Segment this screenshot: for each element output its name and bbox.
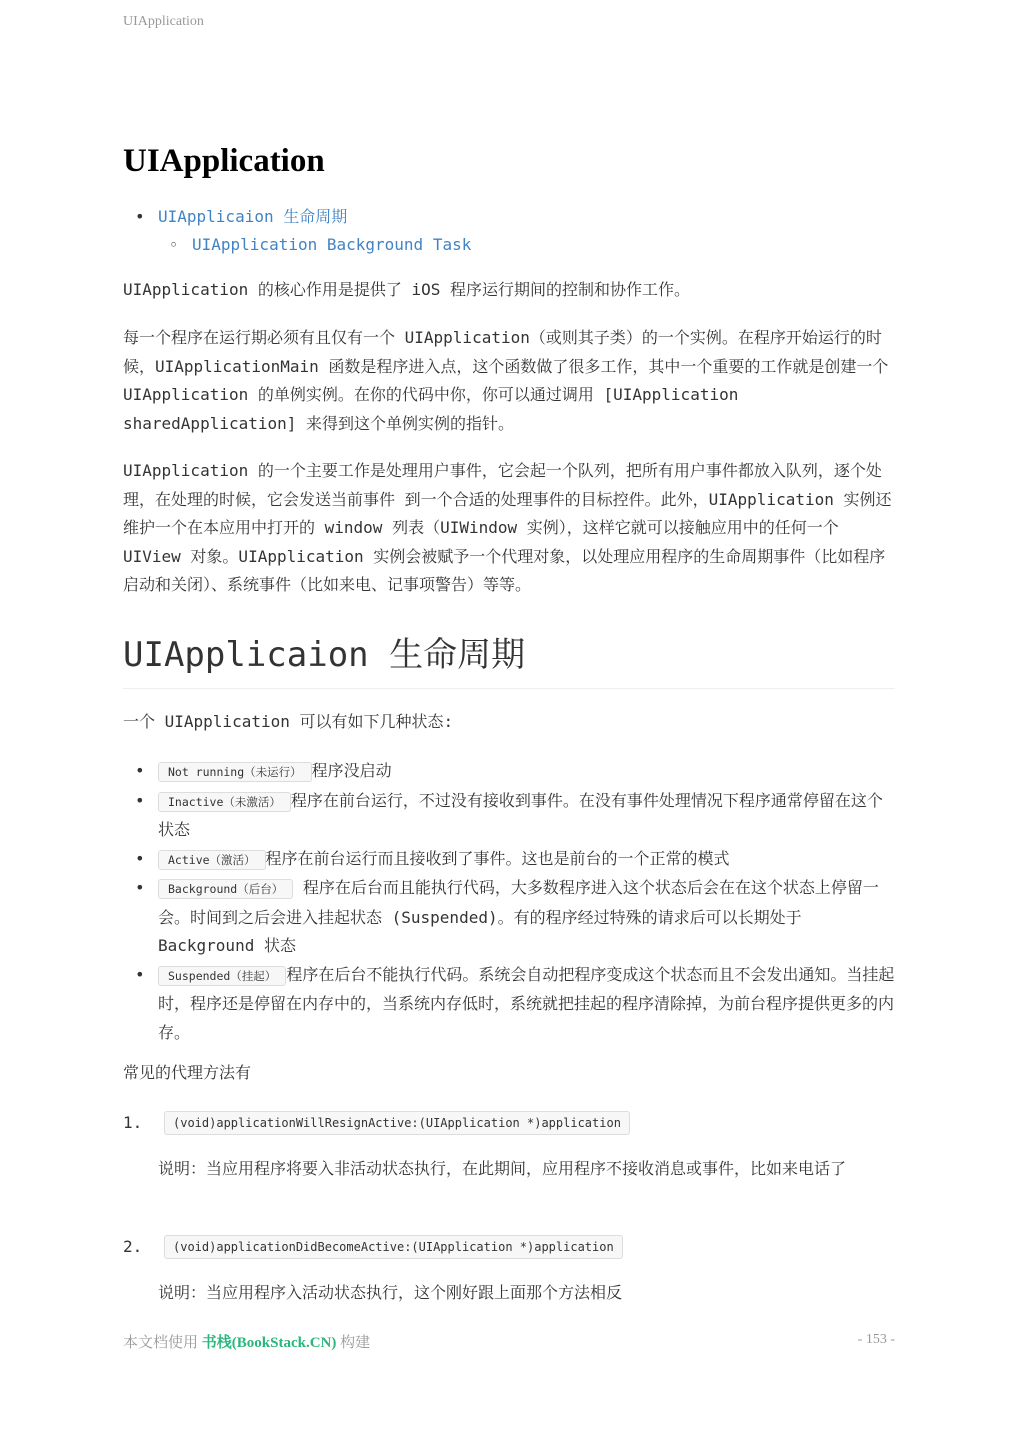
state-description: 程序在前台运行而且接收到了事件。这也是前台的一个正常的模式 [265, 848, 730, 868]
method-number: 2. [123, 1237, 143, 1256]
paragraph-intro: UIApplication 的核心作用是提供了 iOS 程序运行期间的控制和协作工作。 [123, 280, 691, 299]
running-header: UIApplication [123, 14, 204, 29]
method-signature [164, 1235, 623, 1259]
delegate-intro: 常见的代理方法有 [123, 1063, 252, 1082]
method-description: 说明：当应用程序将要入非活动状态执行，在此期间，应用程序不接收消息或事件，比如来电话了 [158, 1159, 847, 1178]
method-description: 说明：当应用程序入活动状态执行，这个刚好跟上面那个方法相反 [158, 1283, 623, 1302]
list-item [123, 787, 895, 845]
toc-link-lifecycle[interactable]: UIApplicaion 生命周期 [158, 207, 348, 226]
state-tag: Inactive（未激活） [158, 792, 291, 812]
footer-prefix: 本文档使用 [123, 1335, 202, 1351]
list-item [123, 961, 895, 1048]
state-tag: Background（后台） [158, 879, 293, 899]
list-item [123, 845, 895, 875]
page-title: UIApplication [123, 143, 325, 179]
state-list [123, 757, 895, 1047]
toc-link-background-task[interactable]: UIApplication Background Task [192, 235, 472, 254]
state-description: 程序在后台而且能执行代码，大多数程序进入这个状态后会在在这个状态上停留一会。时间到之后会进入挂起状态 (Suspended)。有的程序经过特殊的请求后可以长期处于 Background 状态 [158, 878, 879, 955]
state-description: 程序没启动 [311, 761, 392, 780]
state-tag: Not running（未运行） [158, 762, 312, 782]
code-signature: (void)applicationWillResignActive:(UIApplication *)application [164, 1111, 630, 1135]
section-heading-lifecycle: UIApplicaion 生命周期 [123, 632, 895, 689]
paragraph-events: UIApplication 的一个主要工作是处理用户事件，它会起一个队列，把所有用户事件都放入队列，逐个处理，在处理的时候，它会发送当前事件 到一个合适的处理事件的目标控件。此外，UIApplication 实例还维护一个在本应用中打开的 window 列表（UIWindow 实例），这样它就可以接触应用中的任何一个 UIView 对象。UIApplication 实例会被赋予一个代理对象，以处理应用程序的生命周期事件（比如程序启动和关闭）、系统事件（比如来电、记事项警告）等等。 [123, 461, 892, 594]
list-item [123, 874, 895, 961]
state-description: 程序在前台运行，不过没有接收到事件。在没有事件处理情况下程序通常停留在这个状态 [158, 790, 883, 839]
method-number: 1. [123, 1113, 143, 1132]
footer-suffix: 构建 [336, 1335, 371, 1351]
state-description: 程序在后台不能执行代码。系统会自动把程序变成这个状态而且不会发出通知。当挂起时，程序还是停留在内存中的，当系统内存低时，系统就把挂起的程序清除掉，为前台程序提供更多的内存。 [158, 964, 895, 1042]
toc-item-background-task [123, 231, 471, 259]
page-number: - 153 - [857, 1332, 895, 1347]
paragraph-singleton: 每一个程序在运行期必须有且仅有一个 UIApplication（或则其子类）的一个实例。在程序开始运行的时候，UIApplicationMain 函数是程序进入点，这个函数做了很多工作，其中一个重要的工作就是创建一个 UIApplication 的单例实例。在你的代码中你，你可以通过调用 [UIApplication sharedApplication] 来得到这个单例实例的指针。 [123, 328, 889, 433]
method-signature [164, 1111, 630, 1135]
states-intro: 一个 UIApplication 可以有如下几种状态: [123, 712, 454, 731]
table-of-contents [123, 203, 471, 259]
code-signature: (void)applicationDidBecomeActive:(UIApplication *)application [164, 1235, 623, 1259]
state-tag: Suspended（挂起） [158, 966, 286, 986]
list-item [123, 757, 895, 787]
toc-item-lifecycle [123, 203, 471, 231]
state-tag: Active（激活） [158, 850, 266, 870]
footer-brand-link[interactable]: 书栈(BookStack.CN) [201, 1335, 337, 1351]
footer-credit [123, 1331, 370, 1352]
